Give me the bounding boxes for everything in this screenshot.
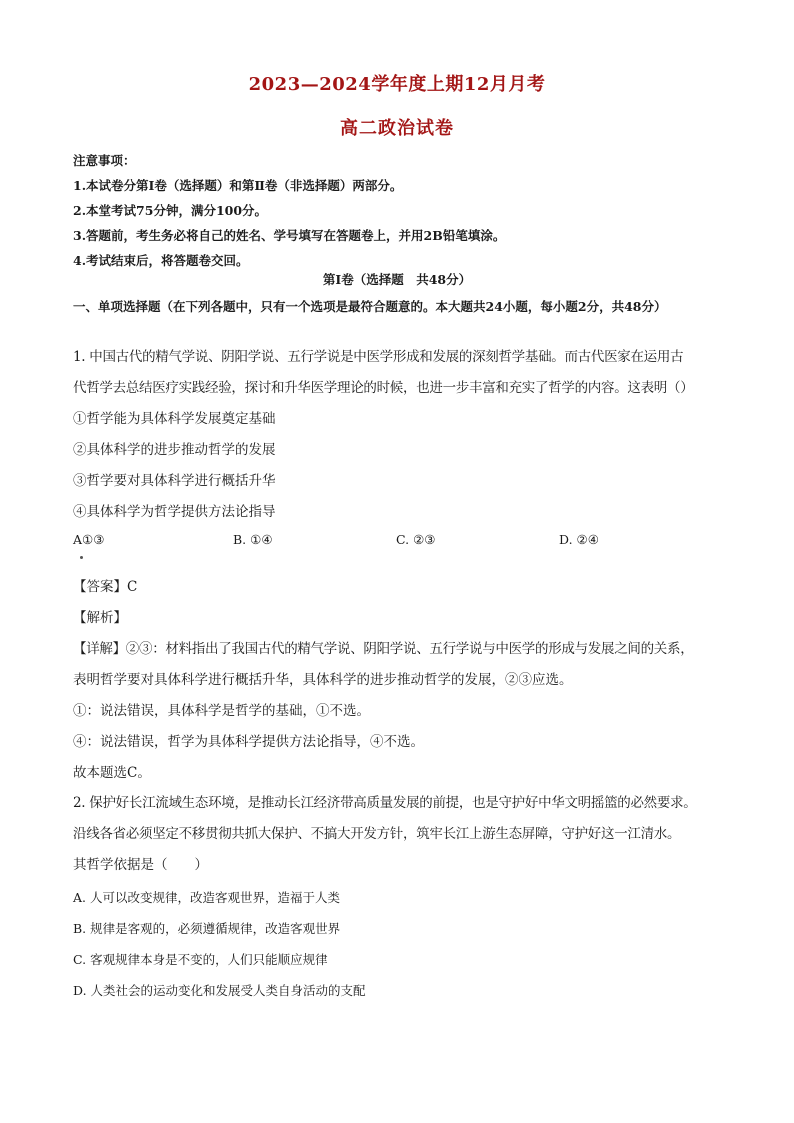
option-c: C. 客观规律本身是不变的，人们只能顺应规律 xyxy=(73,952,328,967)
detail-line: 【详解】②③：材料指出了我国古代的精气学说、阴阳学说、五行学说与中医学的形成与发展之间的关系， xyxy=(73,641,694,657)
option-b: B. ①④ xyxy=(233,532,273,547)
option-b: B. 规律是客观的，必须遵循规律，改造客观世界 xyxy=(73,921,341,936)
notice-heading: 注意事项： xyxy=(73,153,136,168)
notice-item: 1.本试卷分第Ⅰ卷（选择题）和第Ⅱ卷（非选择题）两部分。 xyxy=(73,178,403,193)
option-d: D. 人类社会的运动变化和发展受人类自身活动的支配 xyxy=(73,983,366,998)
question-2-options xyxy=(73,882,733,1006)
question-stem-line: 其哲学依据是（ ） xyxy=(73,857,208,873)
answer-label: 【答案】C xyxy=(73,579,138,595)
option-c: C. ②③ xyxy=(396,532,436,547)
detail-line: ④：说法错误，哲学为具体科学提供方法论指导，④不选。 xyxy=(73,734,424,750)
detail-line: 表明哲学要对具体科学进行概括升华，具体科学的进步推动哲学的发展，②③应选。 xyxy=(73,672,573,688)
notice-item: 4.考试结束后，将答题卷交回。 xyxy=(73,253,249,268)
question-stem-line: 代哲学去总结医疗实践经验，探讨和升华医学理论的时候，也进一步丰富和充实了哲学的内容。这表明（） xyxy=(73,380,694,396)
option-d: D. ②④ xyxy=(559,532,599,547)
question-1-options xyxy=(73,532,733,558)
section-title: 第Ⅰ卷（选择题 共48分） xyxy=(322,272,472,287)
notice-item: 2.本堂考试75分钟，满分100分。 xyxy=(73,203,268,218)
stray-mark xyxy=(80,556,83,559)
notice-item: 3.答题前，考生务必将自己的姓名、学号填写在答题卷上，并用2B铅笔填涂。 xyxy=(73,228,506,243)
option-a: A①③ xyxy=(73,532,105,547)
question-1-answer xyxy=(73,572,733,789)
section-intro: 一、单项选择题（在下列各题中，只有一个选项是最符合题意的。本大题共24小题，每小题2分，共48分） xyxy=(73,299,667,314)
analysis-label: 【解析】 xyxy=(73,610,127,626)
statement-item: ④具体科学为哲学提供方法论指导 xyxy=(73,504,276,520)
exam-title: 2023—2024学年度上期12月月考 xyxy=(248,74,546,95)
conclusion: 故本题选C。 xyxy=(73,765,151,781)
question-stem-line: 2. 保护好长江流域生态环境，是推动长江经济带高质量发展的前提，也是守护好中华文明摇篮的必然要求。 xyxy=(73,795,697,811)
notice-section xyxy=(73,148,733,273)
statement-item: ③哲学要对具体科学进行概括升华 xyxy=(73,473,276,489)
question-2 xyxy=(73,788,733,881)
statement-item: ①哲学能为具体科学发展奠定基础 xyxy=(73,411,276,427)
question-stem-line: 沿线各省必须坚定不移贯彻共抓大保护、不搞大开发方针，筑牢长江上游生态屏障，守护好这一江清水。 xyxy=(73,826,681,842)
exam-subtitle: 高二政治试卷 xyxy=(340,118,454,139)
option-a: A. 人可以改变规律，改造客观世界，造福于人类 xyxy=(73,890,340,905)
question-1 xyxy=(73,342,733,528)
detail-line: ①：说法错误，具体科学是哲学的基础，①不选。 xyxy=(73,703,370,719)
statement-item: ②具体科学的进步推动哲学的发展 xyxy=(73,442,276,458)
question-stem-line: 1. 中国古代的精气学说、阴阳学说、五行学说是中医学形成和发展的深刻哲学基础。而古代医家在运用古 xyxy=(73,349,684,365)
